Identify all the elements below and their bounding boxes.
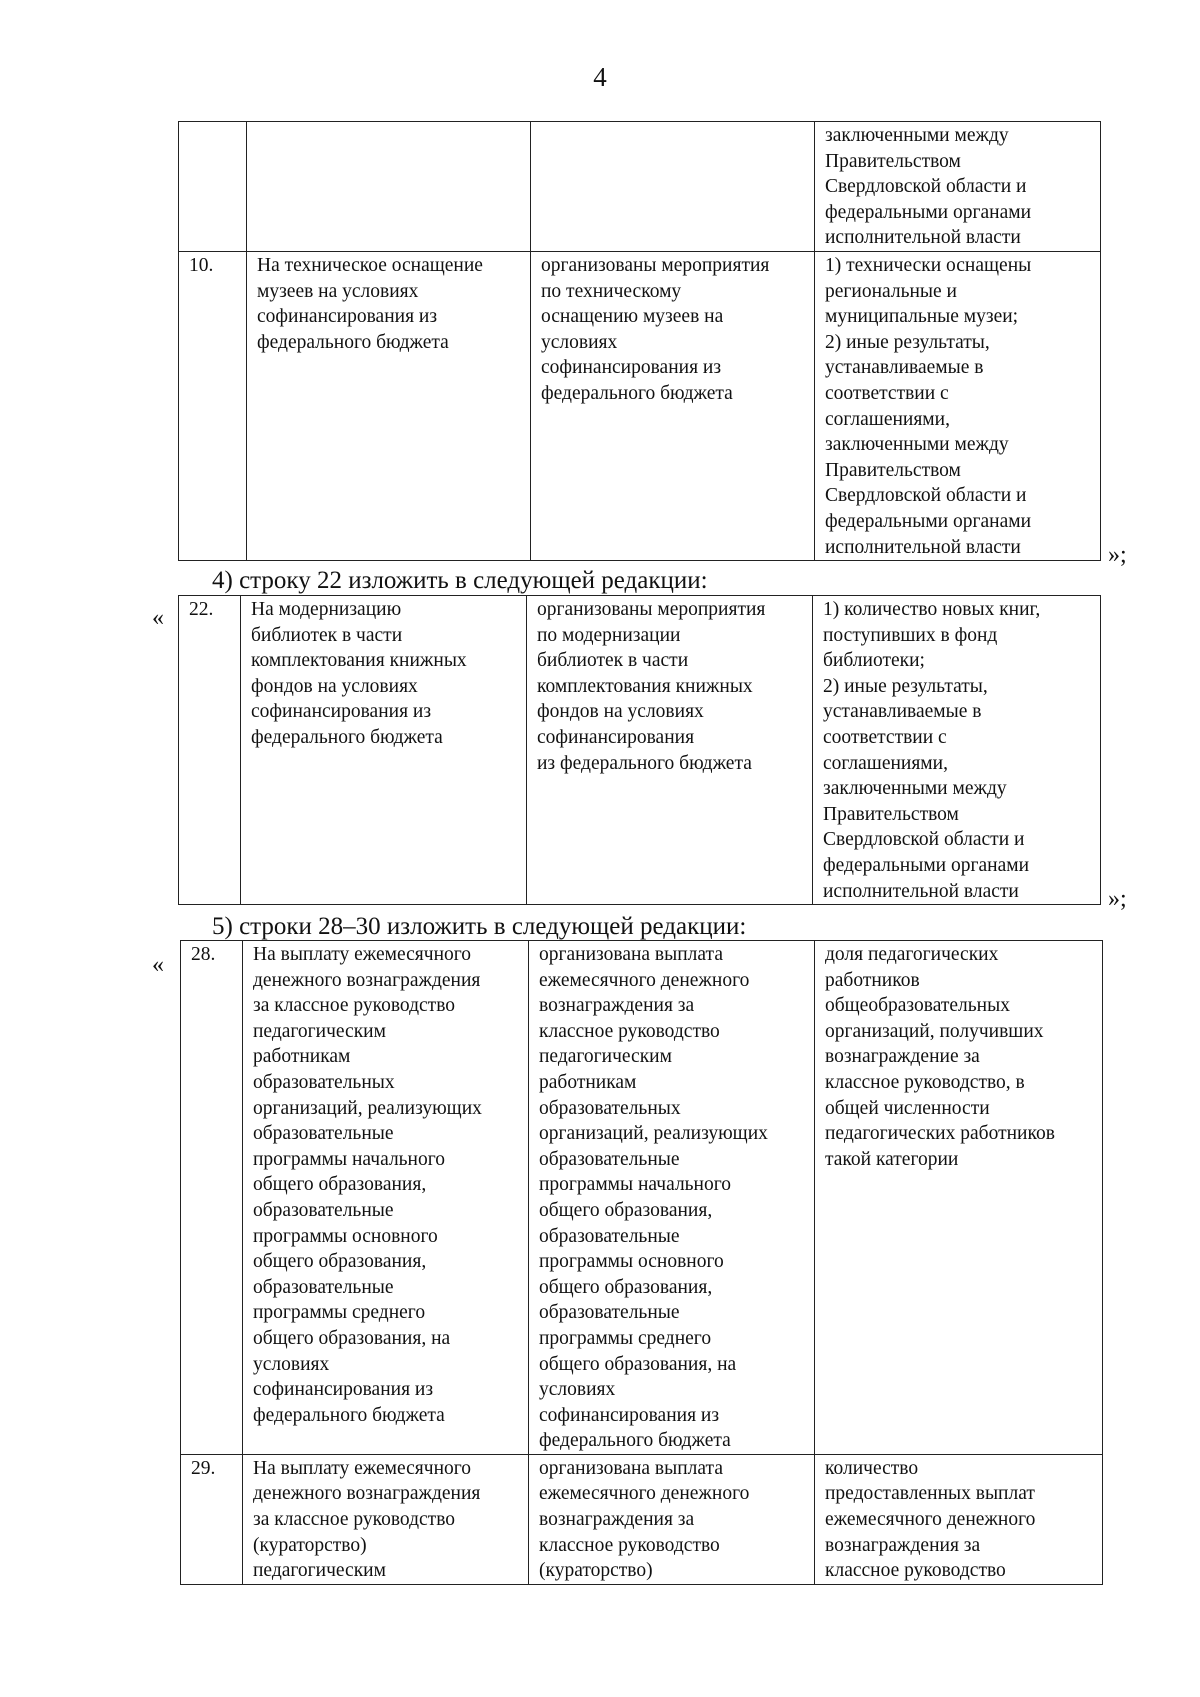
cell-text-line: заключенными между — [825, 434, 1009, 456]
cell-text-line: поступивших в фонд — [823, 624, 998, 646]
cell-text-line: педагогическим — [539, 1046, 672, 1068]
result-cell — [529, 1454, 815, 1584]
cell-text-line: общей численности — [825, 1097, 990, 1119]
cell-text-line: соответствии с — [825, 382, 949, 404]
row-number: 29. — [191, 1457, 216, 1479]
cell-text-line: федерального бюджета — [541, 382, 733, 404]
cell-text-line: фондов на условиях — [537, 701, 704, 723]
cell-text-line: из федерального бюджета — [537, 752, 752, 774]
cell-text-line: На модернизацию — [251, 599, 402, 620]
cell-text-line: такой категории — [825, 1148, 959, 1170]
cell-text-line: Правительством — [825, 459, 961, 481]
cell-text-line: по модернизации — [537, 624, 681, 646]
cell-text-line: федеральными органами — [825, 201, 1032, 223]
cell-text-line: музеев на условиях — [257, 280, 419, 302]
cell-text-line: программы среднего — [539, 1327, 712, 1349]
cell-text-line: Свердловской области и — [823, 829, 1025, 851]
opening-quote: « — [152, 605, 164, 631]
cell-text-line: комплектования книжных — [537, 675, 753, 697]
cell-text-line: классное руководство — [825, 1560, 1006, 1582]
cell-text-line: устанавливаемые в — [823, 701, 982, 723]
cell-text-line: софинансирования из — [257, 306, 438, 328]
cell-text-line: На выплату ежемесячного — [253, 944, 472, 965]
cell-text-line: комплектования книжных — [251, 650, 467, 672]
cell-text-line: софинансирования из — [541, 357, 722, 379]
cell-text-line: образовательные — [539, 1302, 680, 1324]
table-row — [179, 251, 1101, 560]
cell-text-line: общеобразовательных — [825, 995, 1010, 1017]
cell-text-line: вознаграждение за — [825, 1046, 980, 1068]
cell-text-line: организаций, получивших — [825, 1020, 1044, 1042]
result-cell — [531, 122, 815, 252]
cell-text-line: организованы мероприятия — [537, 599, 766, 620]
row-number-cell — [181, 941, 243, 1455]
cell-text-line: организована выплата — [539, 944, 723, 965]
cell-text-line: образовательные — [539, 1148, 680, 1170]
instruction-line: 5) строки 28–30 изложить в следующей редакции: — [212, 913, 747, 940]
row-number: 22. — [189, 599, 214, 620]
cell-text-line: условиях — [539, 1379, 616, 1401]
cell-text-line: доля педагогических — [825, 944, 999, 965]
cell-text-line: соответствии с — [823, 726, 947, 748]
cell-text-line: ежемесячного денежного — [825, 1509, 1036, 1531]
cell-text-line: организованы мероприятия — [541, 254, 770, 276]
cell-text-line: исполнительной власти — [823, 880, 1019, 902]
cell-text-line: классное руководство — [539, 1020, 720, 1042]
cell-text-line: соглашениями, — [823, 752, 948, 774]
cell-text-line: программы среднего — [253, 1302, 426, 1324]
cell-text-line: общего образования, — [253, 1174, 427, 1196]
cell-text-line: библиотек в части — [537, 650, 689, 672]
result-cell — [531, 251, 815, 560]
cell-text-line: (кураторство) — [539, 1560, 653, 1582]
cell-text-line: количество — [825, 1457, 919, 1479]
cell-text-line: образовательных — [539, 1097, 681, 1119]
cell-text-line: ежемесячного денежного — [539, 969, 750, 991]
cell-text-line: Правительством — [823, 803, 959, 825]
table-row — [179, 596, 1101, 905]
cell-text-line: федерального бюджета — [257, 331, 449, 353]
cell-text-line: общего образования, — [253, 1251, 427, 1273]
cell-text-line: организована выплата — [539, 1457, 723, 1479]
cell-text-line: софинансирования — [537, 726, 695, 748]
cell-text-line: условиях — [253, 1353, 330, 1375]
closing-quote: »; — [1108, 542, 1127, 568]
indicator-cell — [813, 596, 1101, 905]
cell-text-line: работников — [825, 969, 920, 991]
cell-text-line: образовательные — [253, 1199, 394, 1221]
opening-quote: « — [152, 952, 164, 978]
cell-text-line: организаций, реализующих — [539, 1123, 768, 1145]
cell-text-line: Свердловской области и — [825, 485, 1027, 507]
cell-text-line: федеральными органами — [823, 854, 1030, 876]
indicator-cell — [815, 941, 1103, 1455]
cell-text-line: (кураторство) — [253, 1534, 367, 1556]
cell-text-line: Свердловской области и — [825, 176, 1027, 198]
cell-text-line: вознаграждения за — [539, 1509, 695, 1531]
cell-text-line: программы основного — [539, 1251, 724, 1273]
cell-text-line: организаций, реализующих — [253, 1097, 482, 1119]
table-body — [179, 596, 1101, 905]
cell-text-line: ежемесячного денежного — [539, 1483, 750, 1505]
cell-text-line: муниципальные музеи; — [825, 306, 1019, 328]
cell-text-line: педагогическим — [253, 1560, 386, 1582]
cell-text-line: исполнительной власти — [825, 227, 1021, 249]
cell-text-line: региональные и — [825, 280, 957, 302]
cell-text-line: На техническое оснащение — [257, 254, 483, 276]
instruction-line: 4) строку 22 изложить в следующей редакции: — [212, 567, 708, 594]
cell-text-line: соглашениями, — [825, 408, 950, 430]
row-number: 28. — [191, 944, 216, 965]
indicator-cell — [815, 1454, 1103, 1584]
table-body — [179, 122, 1101, 561]
cell-text-line: образовательные — [539, 1225, 680, 1247]
table-row-22 — [178, 595, 1101, 905]
closing-quote: »; — [1108, 886, 1127, 912]
row-number-cell — [179, 251, 247, 560]
indicator-cell — [815, 251, 1101, 560]
cell-text-line: 1) технически оснащены — [825, 254, 1032, 276]
cell-text-line: предоставленных выплат — [825, 1483, 1035, 1505]
cell-text-line: оснащению музеев на — [541, 306, 724, 328]
cell-text-line: фондов на условиях — [251, 675, 418, 697]
cell-text-line: федерального бюджета — [253, 1404, 445, 1426]
cell-text-line: вознаграждения за — [825, 1534, 981, 1556]
cell-text-line: 1) количество новых книг, — [823, 599, 1041, 620]
subsidy-purpose-cell — [243, 1454, 529, 1584]
cell-text-line: исполнительной власти — [825, 536, 1021, 558]
cell-text-line: общего образования, — [539, 1276, 713, 1298]
cell-text-line: образовательные — [253, 1123, 394, 1145]
cell-text-line: работникам — [539, 1071, 637, 1093]
subsidy-purpose-cell — [241, 596, 527, 905]
cell-text-line: программы основного — [253, 1225, 438, 1247]
row-number: 10. — [189, 254, 214, 276]
cell-text-line: условиях — [541, 331, 618, 353]
cell-text-line: общего образования, — [539, 1199, 713, 1221]
table-body — [181, 941, 1103, 1585]
cell-text-line: заключенными между — [825, 125, 1009, 146]
cell-text-line: педагогическим — [253, 1020, 386, 1042]
subsidy-purpose-cell — [247, 251, 531, 560]
cell-text-line: 2) иные результаты, — [823, 675, 988, 697]
subsidy-purpose-cell — [243, 941, 529, 1455]
row-number-cell — [181, 1454, 243, 1584]
table-rows-28-30 — [180, 940, 1103, 1585]
subsidy-purpose-cell — [247, 122, 531, 252]
cell-text-line: работникам — [253, 1046, 351, 1068]
table-row — [181, 941, 1103, 1455]
result-cell — [529, 941, 815, 1455]
cell-text-line: софинансирования из — [539, 1404, 720, 1426]
cell-text-line: за классное руководство — [253, 1509, 456, 1531]
cell-text-line: заключенными между — [823, 778, 1007, 800]
cell-text-line: классное руководство — [539, 1534, 720, 1556]
cell-text-line: по техническому — [541, 280, 682, 302]
cell-text-line: устанавливаемые в — [825, 357, 984, 379]
cell-text-line: библиотек в части — [251, 624, 403, 646]
cell-text-line: образовательные — [253, 1276, 394, 1298]
indicator-cell — [815, 122, 1101, 252]
cell-text-line: общего образования, на — [253, 1327, 451, 1349]
table-row — [181, 1454, 1103, 1584]
cell-text-line: общего образования, на — [539, 1353, 737, 1375]
cell-text-line: вознаграждения за — [539, 995, 695, 1017]
cell-text-line: софинансирования из — [253, 1379, 434, 1401]
row-number-cell — [179, 122, 247, 252]
cell-text-line: денежного вознаграждения — [253, 969, 481, 991]
cell-text-line: денежного вознаграждения — [253, 1483, 481, 1505]
cell-text-line: федерального бюджета — [251, 726, 443, 748]
cell-text-line: классное руководство, в — [825, 1071, 1025, 1093]
cell-text-line: Правительством — [825, 150, 961, 172]
cell-text-line: педагогических работников — [825, 1123, 1055, 1145]
cell-text-line: На выплату ежемесячного — [253, 1457, 472, 1479]
cell-text-line: образовательных — [253, 1071, 395, 1093]
cell-text-line: 2) иные результаты, — [825, 331, 990, 353]
result-cell — [527, 596, 813, 905]
page-number: 4 — [593, 62, 607, 92]
cell-text-line: софинансирования из — [251, 701, 432, 723]
row-number-cell — [179, 596, 241, 905]
cell-text-line: программы начального — [253, 1148, 446, 1170]
table-continuation — [178, 121, 1101, 561]
cell-text-line: за классное руководство — [253, 995, 456, 1017]
cell-text-line: федеральными органами — [825, 510, 1032, 532]
cell-text-line: федерального бюджета — [539, 1430, 731, 1452]
table-row — [179, 122, 1101, 252]
cell-text-line: библиотеки; — [823, 650, 925, 672]
cell-text-line: программы начального — [539, 1174, 732, 1196]
